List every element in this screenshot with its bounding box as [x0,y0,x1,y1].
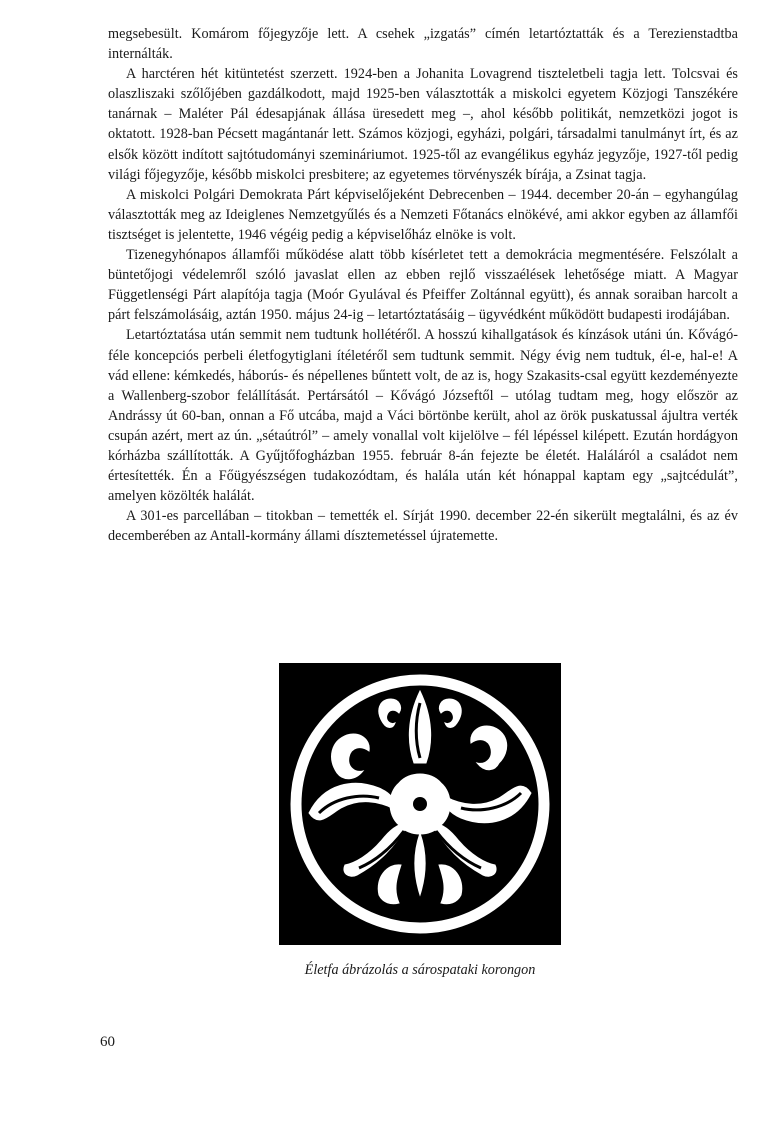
paragraph-continuation: megsebesült. Komárom főjegyzője lett. A csehek „izgatás” címén letartóztatták és a Terezienstadtba internálták. [108,26,738,63]
paragraph-head-of-state: Tizenegyhónapos államfői működése alatt több kísérletet tett a demokrácia megmentésére. Felszólalt a büntetőjogi védelemről szóló javaslat ellen az ebben rejlő visszaélések lehetősége miatt. A Magyar Függetlenségi Párt alapítója tagja (Moór Gyulával és Pfeiffer Zoltánnal együtt), és annak soraiban harcolt a párt felszámolásáig, aztán 1950. május 24-ig – letartóztatásáig – ügyvédként működött budapesti irodájában. [108,247,738,324]
center-hole [413,797,427,811]
ornament-graphic [279,663,561,945]
tree-of-life-disc-image [279,663,561,945]
paragraph-honors-career: A harctéren hét kitüntetést szerzett. 1924-ben a Johanita Lovagrend tiszteletbeli tagja lett. Tolcsvai és olaszliszaki szőlőjében gazdálkodott, majd 1925-ben választották a miskolci egyetem Közjogi Tanszékére tanárnak – Maléter Pál édesapjának állása üresedett meg –, ahol később politikát, nemzetközi jogot is oktatott. 1928-ban Pécsett magántanár lett. Számos közjogi, egyházi, polgári, társadalmi tanulmányt írt, és az elsők között indított sajtótudományi szemináriumot. 1925-től az evangélikus egyház jegyzője, 1927-től pedig világi főjegyzője, később miskolci presbitere; az egyetemes törvényszék bírája, a Zsinat tagja. [108,66,738,183]
body-text [108,24,738,546]
page-number: 60 [100,1034,115,1050]
paragraph-arrest: Letartóztatása után semmit nem tudtunk hollétéről. A hosszú kihallgatások és kínzások utáni ún. Kővágó-féle koncepciós perbeli életfogytiglani ítéletéről sem tudtunk semmit. Négy évig nem tudtuk, él-e, hal-e! A vád ellene: kémkedés, háborús- és népellenes bűntett volt, de az is, hogy Szakasits-csal együtt kezdeményezte a Wallenberg-szobor felállítását. Pertársától – Kővágó Józseftől – utólag tudtam meg, hogy először az Andrássy út 60-ban, onnan a Fő utcába, majd a Váci börtönbe került, ahol az örök puskatussal ájultra verték csupán azért, mert az ún. „sétaútról” – amely vonallal volt kijelölve – fél lépéssel kilépett. Ezután hordágyon kórházba szállították. A Gyűjtőfogházban 1955. február 8-án fejezte be életét. Haláláról a családot nem értesítették. Én a Főügyészségen tudakozódtam, és halála után két hónappal kaptam egy „sajtcédulát”, amelyen közölték halálát. [108,327,738,505]
paragraph-election: A miskolci Polgári Demokrata Párt képviselőjeként Debrecenben – 1944. december 20-án – egyhangúlag választották meg az Ideiglenes Nemzetgyűlés és a Nemzeti Főtanács elnökévé, ami akkor egyben az államfői tisztséget is jelentette, 1946 végéig pedig a képviselőház elnöke is volt. [108,186,738,243]
figure-caption: Életfa ábrázolás a sárospataki korongon [304,962,536,978]
paragraph-burial: A 301-es parcellában – titokban – temették el. Sírját 1990. december 22-én sikerült megtalálni, és az év decemberében az Antall-kormány állami dísztemetéssel újratemette. [108,508,738,545]
